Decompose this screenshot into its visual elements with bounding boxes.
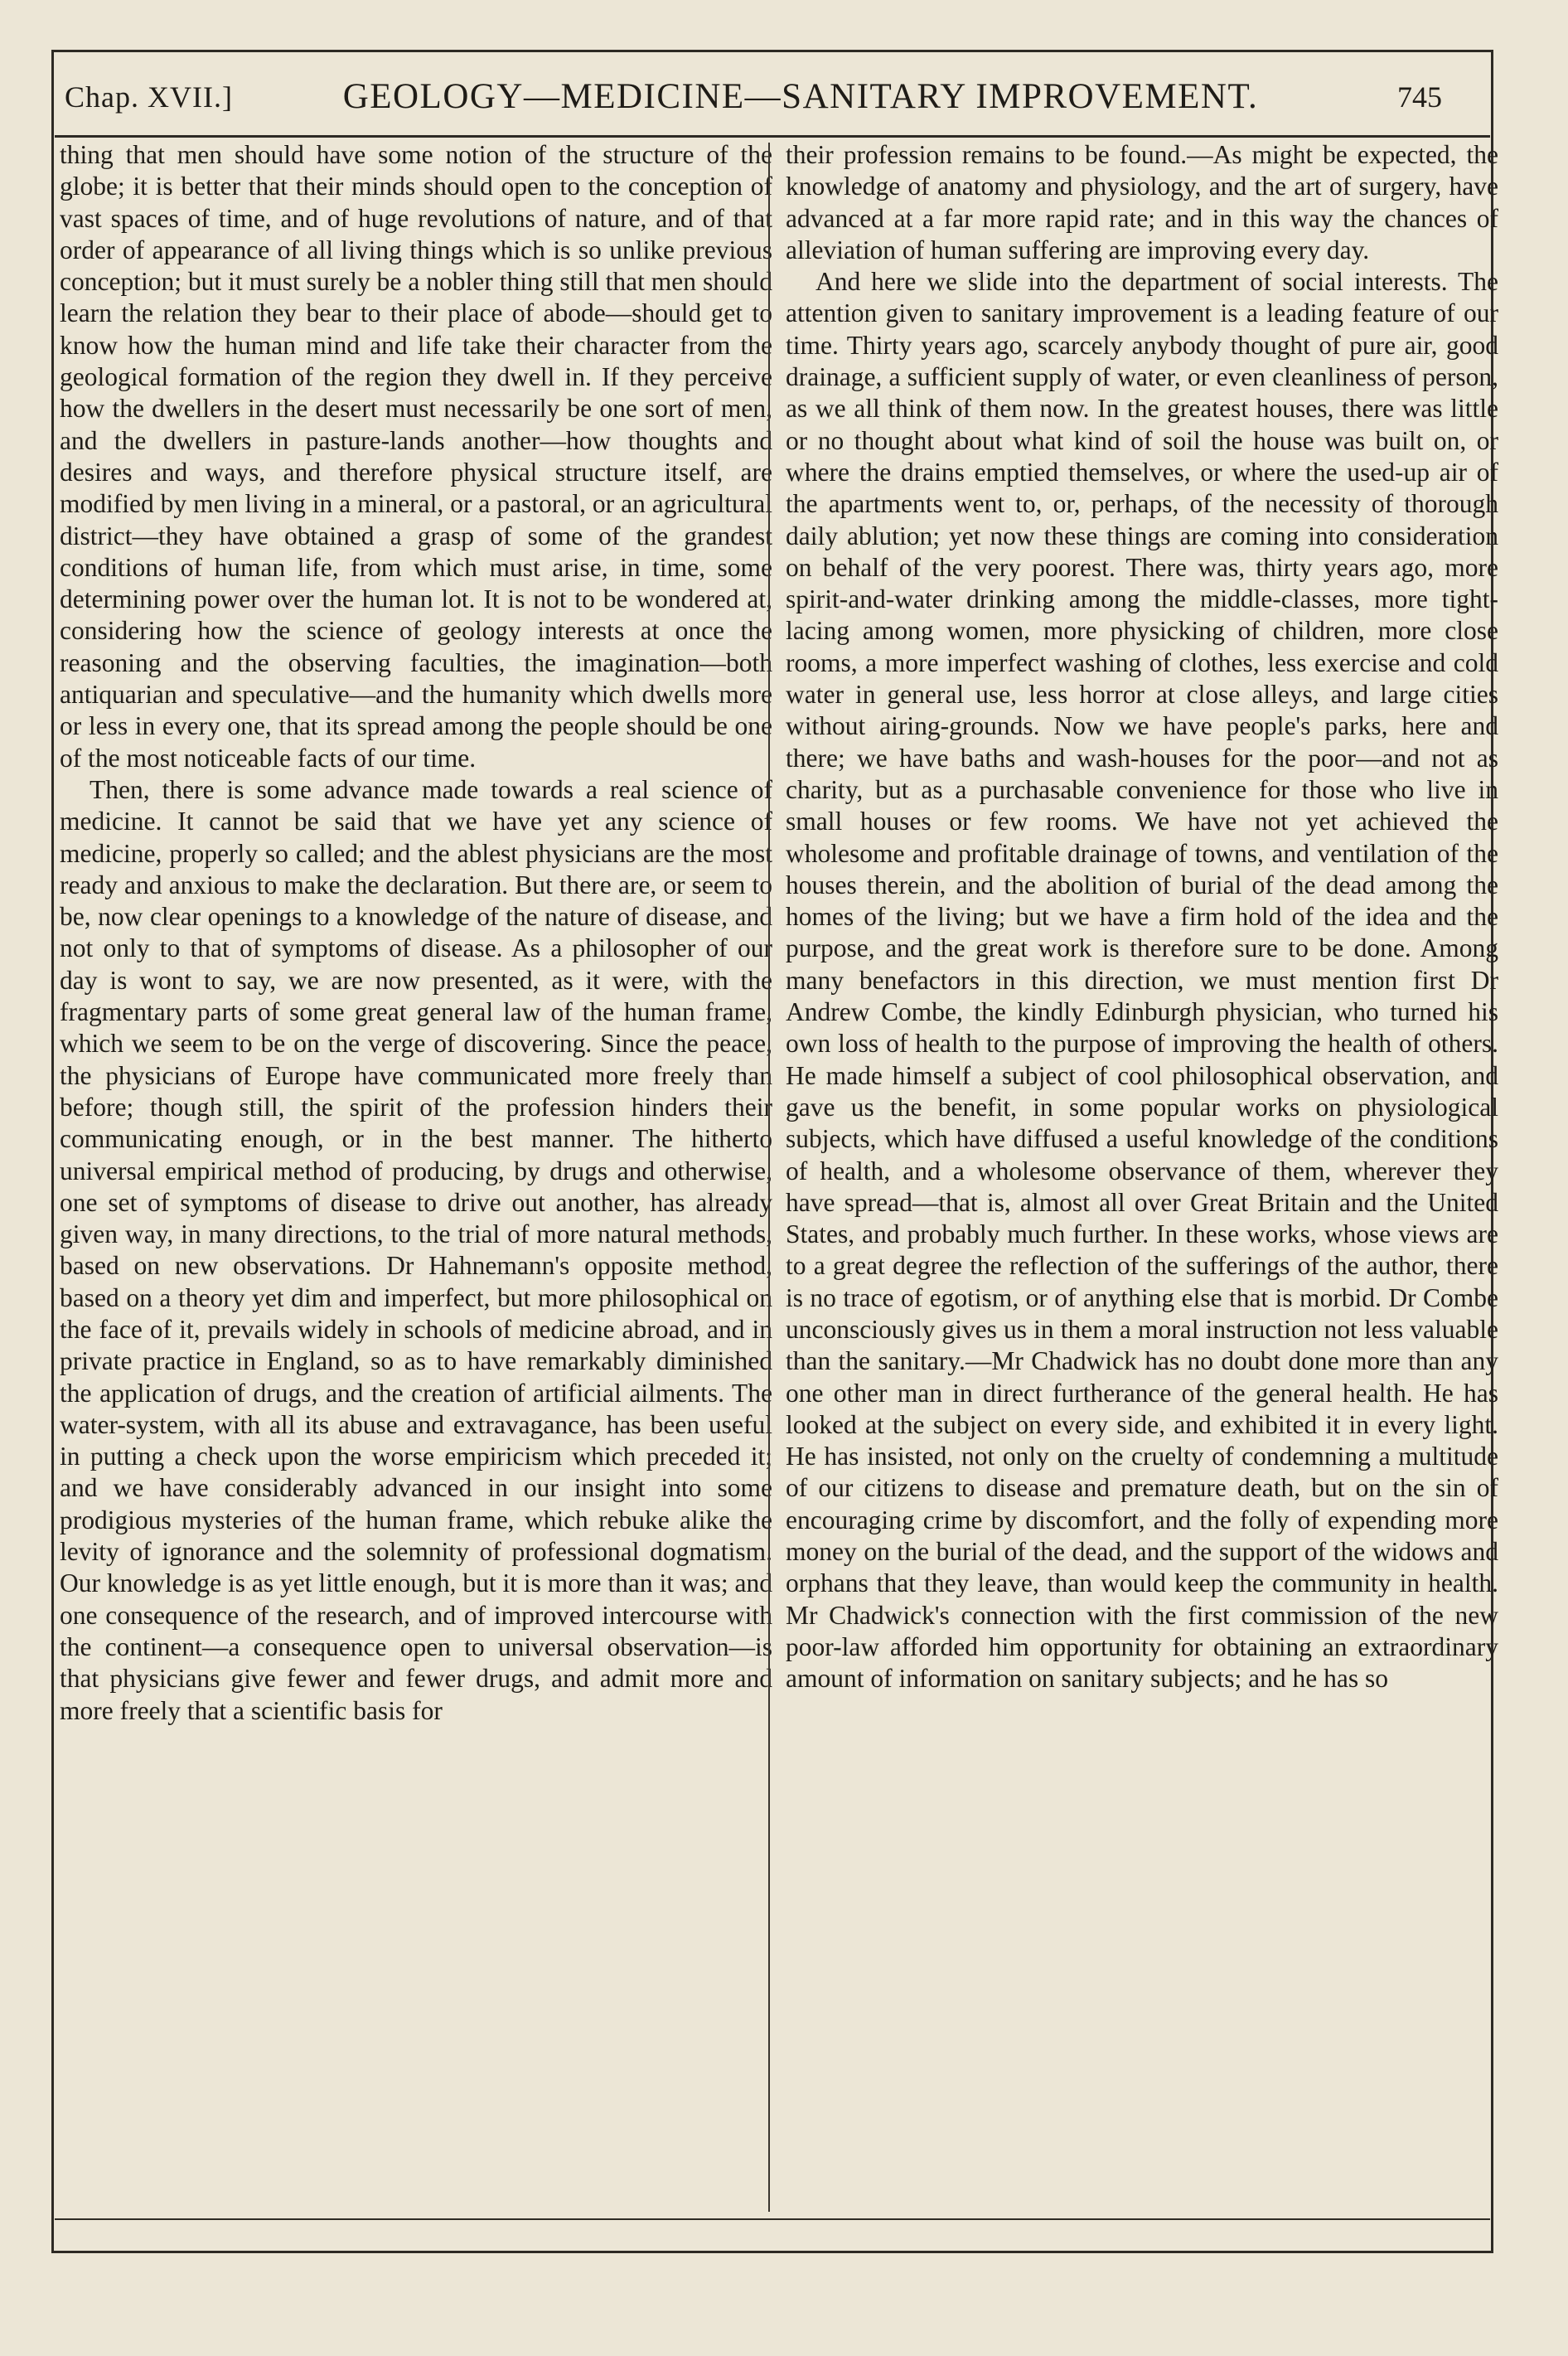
page-number: 745: [1397, 80, 1442, 114]
left-column: [60, 139, 772, 1727]
page-title: GEOLOGY—MEDICINE—SANITARY IMPROVEMENT.: [342, 77, 1259, 116]
paragraph: thing that men should have some notion of the structure of the globe; it is better that their minds should open to the conception of vast spaces of time, and of huge revolutions of nature, and of that order of appearance of all living things which is so unlike previous conception; but it must surely be a nobler thing still that men should learn the relation they bear to their place of abode—should get to know how the human mind and life take their character from the geological formation of the region they dwell in. If they perceive how the dwellers in the desert must necessarily be one sort of men, and the dwellers in pasture-lands another—how thoughts and desires and ways, and therefore physical structure itself, are modified by men living in a mineral, or a pastoral, or an agricultural district—they have obtained a grasp of some of the grandest conditions of human life, from which must arise, in time, some determining power over the human lot. It is not to be wondered at, considering how the science of geology interests at once the reasoning and the observing faculties, the imagination—both antiquarian and speculative—and the humanity which dwells more or less in every one, that its spread among the people should be one of the most noticeable facts of our time.: [60, 140, 772, 773]
footer-rule: [55, 2218, 1490, 2220]
chapter-label: Chap. XVII.]: [65, 80, 233, 114]
running-head: [55, 56, 1490, 146]
paragraph: And here we slide into the department of social interests. The attention given to sanitary improvement is a leading feature of our time. Thirty years ago, scarcely anybody thought of pure air, good drainage, a sufficient supply of water, or even cleanliness of person, as we all think of them now. In the greatest houses, there was little or no thought about what kind of soil the house was built on, or where the drains emptied themselves, or where the used-up air of the apartments went to, or, perhaps, of the necessity of thorough daily ablution; yet now these things are coming into consideration on behalf of the very poorest. There was, thirty years ago, more spirit-and-water drinking among the middle-classes, more tight-lacing among women, more physicking of children, more close rooms, a more imperfect washing of clothes, less exercise and cold water in general use, less horror at close alleys, and large cities without airing-grounds. Now we have people's parks, here and there; we have baths and wash-houses for the poor—and not as charity, but as a purchasable convenience for those who live in small houses or few rooms. We have not yet achieved the wholesome and profitable drainage of towns, and ventilation of the houses therein, and the abolition of burial of the dead among the homes of the living; but we have a firm hold of the idea and the purpose, and the great work is therefore sure to be done. Among many benefactors in this direction, we must mention first Dr Andrew Combe, the kindly Edinburgh physician, who turned his own loss of health to the purpose of improving the health of others. He made himself a subject of cool philosophical observation, and gave us the benefit, in some popular works on physiological subjects, which have diffused a useful knowledge of the conditions of health, and a wholesome observance of them, wherever they have spread—that is, almost all over Great Britain and the United States, and probably much further. In these works, whose views are to a great degree the reflection of the sufferings of the author, there is no trace of egotism, or of anything else that is morbid. Dr Combe unconsciously gives us in them a moral instruction not less valuable than the sanitary.—Mr Chadwick has no doubt done more than any one other man in direct furtherance of the general health. He has looked at the subject on every side, and exhibited it in every light. He has insisted, not only on the cruelty of condemning a multitude of our citizens to disease and premature death, but on the sin of encouraging crime by discomfort, and the folly of expending more money on the burial of the dead, and the support of the widows and orphans that they leave, than would keep the community in health. Mr Chadwick's connection with the first commission of the new poor-law afforded him opportunity for obtaining an extraordinary amount of information on sanitary subjects; and he has so: [786, 267, 1498, 1694]
paragraph: Then, there is some advance made towards a real science of medicine. It cannot be said that we have yet any science of medicine, properly so called; and the ablest physicians are the most ready and anxious to make the declaration. But there are, or seem to be, now clear openings to a knowledge of the nature of disease, and not only to that of symptoms of disease. As a philosopher of our day is wont to say, we are now presented, as it were, with the fragmentary parts of some great general law of the human frame, which we seem to be on the verge of discovering. Since the peace, the physicians of Europe have communicated more freely than before; though still, the spirit of the profession hinders their communicating enough, or in the best manner. The hitherto universal empirical method of producing, by drugs and otherwise, one set of symptoms of disease to drive out another, has already given way, in many directions, to the trial of more natural methods, based on new observations. Dr Hahnemann's opposite method, based on a theory yet dim and imperfect, but more philosophical on the face of it, prevails widely in schools of medicine abroad, and in private practice in England, so as to have remarkably diminished the application of drugs, and the creation of artificial ailments. The water-system, with all its abuse and extravagance, has been useful in putting a check upon the worse empiricism which preceded it; and we have considerably advanced in our insight into some prodigious mysteries of the human frame, which rebuke alike the levity of ignorance and the solemnity of professional dogmatism. Our knowledge is as yet little enough, but it is more than it was; and one consequence of the research, and of improved intercourse with the continent—a consequence open to universal observation—is that physicians give fewer and fewer drugs, and admit more and more freely that a scientific basis for: [60, 774, 772, 1725]
column-divider: [768, 143, 770, 2212]
right-column: [786, 139, 1498, 1695]
paragraph: their profession remains to be found.—As might be expected, the knowledge of anatomy and physiology, and the art of surgery, have advanced at a far more rapid rate; and in this way the chances of alleviation of human suffering are improving every day.: [786, 140, 1498, 264]
header-rule: [55, 135, 1490, 138]
